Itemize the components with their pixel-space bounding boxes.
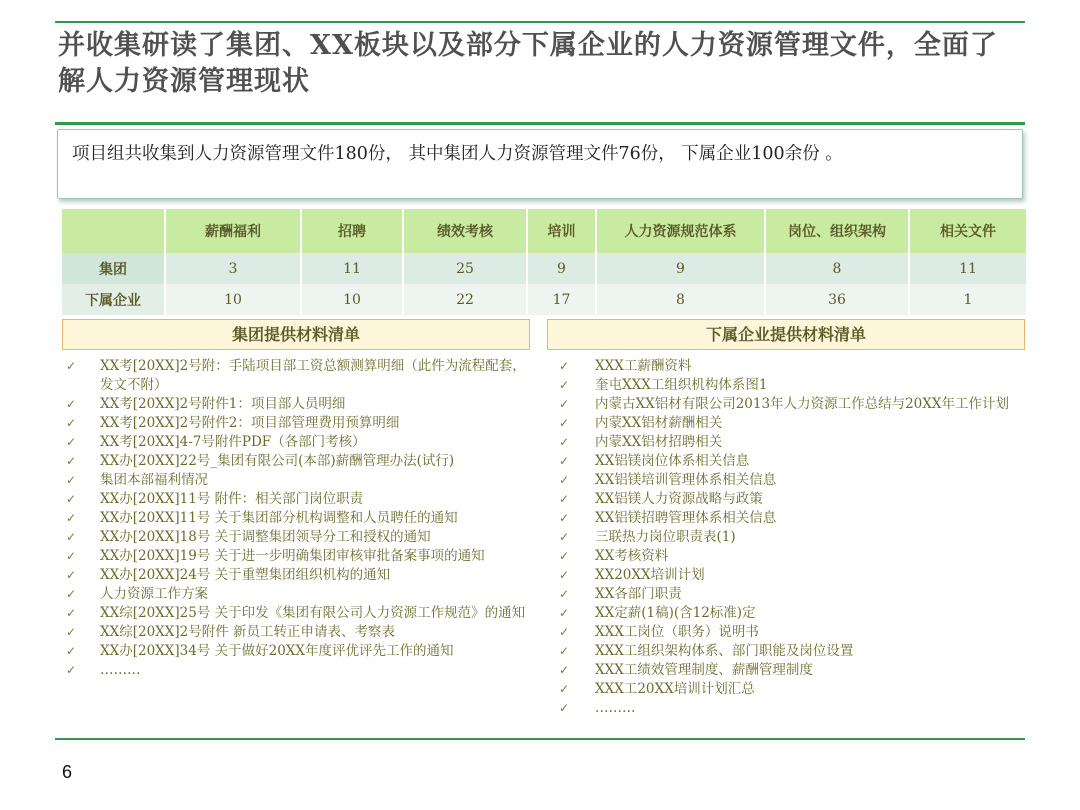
list-item-text: XX办[20XX]18号 关于调整集团领导分工和授权的通知 (100, 529, 431, 545)
list-item (62, 452, 532, 471)
list-item-text: XXX工20XX培训计划汇总 (595, 681, 755, 697)
list-item-text: XX铝镁招聘管理体系相关信息 (595, 510, 777, 526)
check-icon: ✓ (66, 359, 77, 373)
table-header-cell: 招聘 (302, 209, 402, 253)
list-item-text: XX考[20XX]2号附：手陆项目部工资总额测算明细（此件为流程配套，发文不附） (100, 358, 526, 393)
check-icon: ✓ (66, 454, 77, 468)
table-cell: 8 (597, 284, 764, 315)
check-icon: ✓ (66, 416, 77, 430)
list-item-text: XX综[20XX]25号 关于印发《集团有限公司人力资源工作规范》的通知 (100, 605, 526, 621)
check-icon: ✓ (559, 530, 570, 544)
list-item (555, 699, 1025, 718)
list-item-text: 奎屯XXX工组织机构体系图1 (595, 377, 768, 393)
check-icon: ✓ (66, 549, 77, 563)
list-item (62, 661, 532, 680)
table-cell: 36 (766, 284, 908, 315)
table-cell: 3 (166, 253, 300, 284)
subsidiary-materials-header: 下属企业提供材料清单 (547, 319, 1025, 350)
list-item-text: XXX工绩效管理制度、薪酬管理制度 (595, 662, 813, 678)
list-item (62, 566, 532, 585)
top-rule (55, 21, 1025, 23)
list-item (555, 661, 1025, 680)
table-header-cell: 相关文件 (910, 209, 1026, 253)
table-cell: 10 (166, 284, 300, 315)
list-item (555, 414, 1025, 433)
list-item (62, 414, 532, 433)
check-icon: ✓ (559, 568, 570, 582)
list-item-text: XX铝镁岗位体系相关信息 (595, 453, 750, 469)
list-item (62, 623, 532, 642)
list-item (555, 566, 1025, 585)
list-item-text: 内蒙古XX铝材有限公司2013年人力资源工作总结与20XX年工作计划 (595, 396, 1009, 412)
list-item-text: XX定薪(1稿)(含12标准)定 (595, 605, 756, 621)
check-icon: ✓ (559, 454, 570, 468)
list-item (62, 490, 532, 509)
list-item (555, 395, 1025, 414)
list-item (62, 585, 532, 604)
group-materials-list (62, 357, 532, 680)
list-item (62, 604, 532, 623)
list-item (555, 509, 1025, 528)
table-cell: 17 (528, 284, 595, 315)
check-icon: ✓ (559, 625, 570, 639)
check-icon: ✓ (559, 511, 570, 525)
check-icon: ✓ (559, 587, 570, 601)
check-icon: ✓ (66, 644, 77, 658)
table-header-cell: 人力资源规范体系 (597, 209, 764, 253)
table-header-row (62, 209, 1026, 253)
check-icon: ✓ (559, 378, 570, 392)
check-icon: ✓ (559, 492, 570, 506)
list-item (555, 433, 1025, 452)
check-icon: ✓ (66, 587, 77, 601)
check-icon: ✓ (66, 492, 77, 506)
list-item (555, 490, 1025, 509)
check-icon: ✓ (559, 644, 570, 658)
list-item-text: XX考[20XX]2号附件1：项目部人员明细 (100, 396, 346, 412)
check-icon: ✓ (559, 663, 570, 677)
table-row (62, 253, 1026, 284)
row-label: 集团 (62, 253, 164, 284)
table-cell: 8 (766, 253, 908, 284)
list-item (62, 395, 532, 414)
table-header-cell: 绩效考核 (404, 209, 526, 253)
list-item-text: XX铝镁人力资源战略与政策 (595, 491, 763, 507)
table-header-cell: 岗位、组织架构 (766, 209, 908, 253)
list-item-text: XX办[20XX]34号 关于做好20XX年度评优评先工作的通知 (100, 643, 454, 659)
check-icon: ✓ (559, 416, 570, 430)
list-item (555, 547, 1025, 566)
list-item-text: XXX工岗位（职务）说明书 (595, 624, 759, 640)
list-item-text: ……… (100, 662, 141, 678)
list-item (555, 357, 1025, 376)
list-item-text: XX20XX培训计划 (595, 567, 705, 583)
check-icon: ✓ (559, 359, 570, 373)
row-label: 下属企业 (62, 284, 164, 315)
check-icon: ✓ (66, 397, 77, 411)
list-item-text: XX综[20XX]2号附件 新员工转正申请表、考察表 (100, 624, 396, 640)
list-item (62, 357, 532, 395)
check-icon: ✓ (66, 606, 77, 620)
list-item (555, 680, 1025, 699)
table-header-cell: 培训 (528, 209, 595, 253)
list-item (62, 471, 532, 490)
check-icon: ✓ (66, 473, 77, 487)
list-item (555, 585, 1025, 604)
list-item-text: 内蒙XX铝材招聘相关 (595, 434, 723, 450)
list-item-text: XX办[20XX]19号 关于进一步明确集团审核审批备案事项的通知 (100, 548, 485, 564)
check-icon: ✓ (66, 530, 77, 544)
list-item-text: XX办[20XX]11号 附件：相关部门岗位职责 (100, 491, 364, 507)
check-icon: ✓ (559, 397, 570, 411)
page-title: 并收集研读了集团、XX板块以及部分下属企业的人力资源管理文件，全面了解人力资源管理现状 (58, 30, 998, 97)
list-item (555, 528, 1025, 547)
list-item-text: XX办[20XX]22号_集团有限公司(本部)薪酬管理办法(试行) (100, 453, 455, 469)
list-item (62, 642, 532, 661)
list-item-text: 内蒙XX铝材薪酬相关 (595, 415, 723, 431)
list-item (555, 604, 1025, 623)
subsidiary-materials-list (555, 357, 1025, 718)
check-icon: ✓ (66, 663, 77, 677)
table-header-cell: 薪酬福利 (166, 209, 300, 253)
list-item-text: ……… (595, 700, 636, 716)
table-cell: 10 (302, 284, 402, 315)
check-icon: ✓ (559, 473, 570, 487)
check-icon: ✓ (66, 511, 77, 525)
table-cell: 25 (404, 253, 526, 284)
list-item (62, 509, 532, 528)
list-item-text: 集团本部福利情况 (100, 472, 208, 488)
list-item (555, 623, 1025, 642)
list-item (555, 642, 1025, 661)
list-item-text: XXX工薪酬资料 (595, 358, 692, 374)
title-rule (55, 122, 1025, 125)
list-item-text: 人力资源工作方案 (100, 586, 208, 602)
list-item (555, 471, 1025, 490)
list-item-text: XX办[20XX]24号 关于重塑集团组织机构的通知 (100, 567, 391, 583)
list-item-text: XX各部门职责 (595, 586, 682, 602)
check-icon: ✓ (66, 435, 77, 449)
check-icon: ✓ (66, 625, 77, 639)
list-item-text: XX铝镁培训管理体系相关信息 (595, 472, 777, 488)
page-number: 6 (62, 762, 73, 782)
list-item-text: XXX工组织架构体系、部门职能及岗位设置 (595, 643, 854, 659)
check-icon: ✓ (559, 549, 570, 563)
bottom-rule (55, 738, 1025, 740)
list-item-text: XX考核资料 (595, 548, 669, 564)
list-item (555, 452, 1025, 471)
list-item-text: 三联热力岗位职责表(1) (595, 529, 736, 545)
group-materials-header: 集团提供材料清单 (62, 319, 530, 350)
table-row (62, 284, 1026, 315)
list-item (62, 547, 532, 566)
table-cell: 9 (528, 253, 595, 284)
summary-box: 项目组共收集到人力资源管理文件180份， 其中集团人力资源管理文件76份， 下属企业100余份 。 (57, 129, 1023, 199)
list-item (555, 376, 1025, 395)
check-icon: ✓ (559, 606, 570, 620)
table-cell: 11 (910, 253, 1026, 284)
table-cell: 1 (910, 284, 1026, 315)
list-item-text: XX考[20XX]4-7号附件PDF（各部门考核） (100, 434, 366, 450)
check-icon: ✓ (559, 435, 570, 449)
stats-table (60, 209, 1028, 315)
list-item (62, 528, 532, 547)
table-header-cell (62, 209, 164, 253)
table-cell: 9 (597, 253, 764, 284)
check-icon: ✓ (559, 701, 570, 715)
list-item (62, 433, 532, 452)
list-item-text: XX办[20XX]11号 关于集团部分机构调整和人员聘任的通知 (100, 510, 458, 526)
table-cell: 11 (302, 253, 402, 284)
table-cell: 22 (404, 284, 526, 315)
check-icon: ✓ (66, 568, 77, 582)
list-item-text: XX考[20XX]2号附件2：项目部管理费用预算明细 (100, 415, 400, 431)
check-icon: ✓ (559, 682, 570, 696)
